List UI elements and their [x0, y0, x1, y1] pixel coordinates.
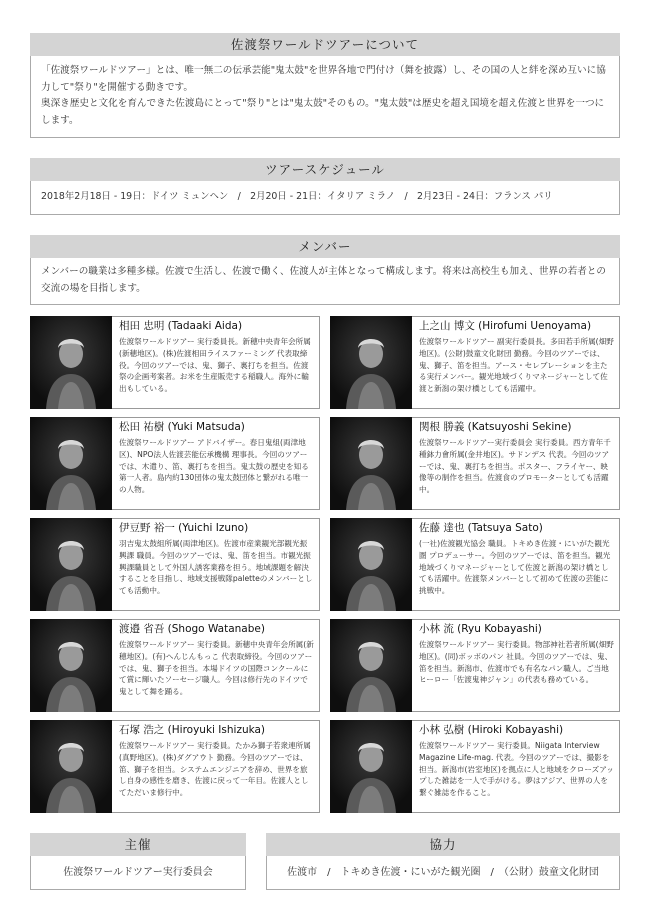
member-bio: 羽吉鬼太鼓組所属(両津地区)。佐渡市産業観光部観光振興課 職員。今回のツアーでは、鬼、笛を担当。市観光振興課職員として外国人誘客業務を担う。地域課題を解決することを目指し、地域支援戦隊paletteのメンバーとしても活動中。: [119, 539, 313, 596]
member-card: [30, 316, 320, 409]
members-intro: メンバーの職業は多種多様。佐渡で生活し、佐渡で働く、佐渡人が主体となって構成します。将来は高校生も加え、世界の若者との交流の場を目指します。: [41, 266, 606, 294]
member-photo: [330, 417, 412, 510]
about-body: [30, 56, 620, 138]
member-bio: 佐渡祭ワールドツアー 副実行委員長。多田若手所属(畑野地区)。(公財)鼓童文化財団 勤務。今回のツアーでは、鬼、獅子、笛を担当。アース・セレブレーションを主たる実行メンバー。観光地域づくりマネージャーとして佐渡と新潟の架け橋としても活躍中。: [419, 337, 614, 394]
member-bio: 佐渡祭ワールドツアー 実行委員。物部神社若者所属(畑野地区)。(同)ボッボのパン 社員。今回のツアーでは、鬼、笛を担当。新潟市、佐渡市でも有名なパン職人。ご当地ヒーロー「佐渡鬼神ジャン」の代表も務めている。: [419, 640, 614, 685]
member-card: [330, 619, 620, 712]
member-photo: [330, 316, 412, 409]
member-card: [330, 720, 620, 813]
member-name: 小林 弘樹 (Hiroki Kobayashi): [419, 724, 564, 736]
member-card: [30, 518, 320, 611]
organizer-body: 佐渡祭ワールドツアー実行委員会: [30, 856, 246, 890]
member-card: [330, 518, 620, 611]
about-heading: 佐渡祭ワールドツアーについて: [30, 33, 620, 56]
member-card: [30, 720, 320, 813]
member-card: [30, 619, 320, 712]
cooperation-heading: 協力: [266, 833, 620, 856]
about-paragraph-2: 奥深き歴史と文化を育んできた佐渡島にとって"祭り"とは"鬼太鼓"そのもの。"鬼太鼓"は歴史を超え国境を超え佐渡と世界を一つにします。: [41, 98, 605, 126]
member-name: 相田 忠明 (Tadaaki Aida): [119, 320, 243, 332]
member-name: 小林 流 (Ryu Kobayashi): [419, 623, 542, 635]
member-info: [412, 518, 620, 611]
member-card: [330, 417, 620, 510]
member-photo: [330, 619, 412, 712]
member-card: [330, 316, 620, 409]
member-bio: (一社)佐渡観光協会 職員。トキめき佐渡・にいがた観光圏 プロデューサー。今回のツアーでは、笛を担当。観光地域づくりマネージャーとして佐渡と新潟の架け橋としても活躍中。佐渡祭メンバーとして初めて佐渡の芸能に挑戦中。: [419, 539, 611, 596]
member-photo: [30, 316, 112, 409]
member-photo: [30, 720, 112, 813]
member-info: [412, 316, 620, 409]
member-info: [112, 619, 320, 712]
member-name: 伊豆野 裕一 (Yuichi Izuno): [119, 522, 249, 534]
schedule-text: 2018年2月18日 - 19日：ドイツ ミュンヘン / 2月20日 - 21日：イタリア ミラノ / 2月23日 - 24日：フランス パリ: [41, 191, 553, 202]
schedule-heading: ツアースケジュール: [30, 158, 620, 181]
members-intro-body: [30, 258, 620, 305]
member-info: [112, 417, 320, 510]
member-bio: 佐渡祭ワールドツアー 実行委員。たかみ獅子若衆連所属(真野地区)。(株)ダグアウト 勤務。今回のツアーでは、笛、獅子を担当。システムエンジニアを辞め、世界を旅し自身の感性を磨き、佐渡に戻って一年目。佐渡人としてただいま修行中。: [119, 741, 311, 798]
member-bio: 佐渡祭ワールドツアー実行委員会 実行委員。西方青年千種鉢力會所属(金井地区)。サドンデス 代表。今回のツアーでは、鬼、裏打ちを担当。ポスター、フライヤー、映像等の制作を担当。佐渡食のプロモーターとしても活躍中。: [419, 438, 611, 495]
cooperation-body: 佐渡市 / トキめき佐渡・にいがた観光圏 / （公財）鼓童文化財団: [266, 856, 620, 890]
member-card: [30, 417, 320, 510]
member-name: 関根 勝義 (Katsuyoshi Sekine): [419, 421, 572, 433]
member-name: 上之山 博文 (Hirofumi Uenoyama): [419, 320, 592, 332]
organizer-heading: 主催: [30, 833, 246, 856]
member-info: [412, 720, 620, 813]
member-photo: [330, 518, 412, 611]
member-name: 佐藤 達也 (Tatsuya Sato): [419, 522, 543, 534]
member-photo: [30, 417, 112, 510]
about-paragraph-1: 「佐渡祭ワールドツアー」とは、唯一無二の伝承芸能"鬼太鼓"を世界各地で門付け（舞を披露）し、その国の人と絆を深め互いに協力して"祭り"を開催する動きです。: [41, 65, 606, 93]
member-info: [112, 720, 320, 813]
members-heading: メンバー: [30, 235, 620, 258]
member-info: [112, 518, 320, 611]
member-photo: [330, 720, 412, 813]
member-info: [412, 619, 620, 712]
member-photo: [30, 619, 112, 712]
member-name: 渡邉 省吾 (Shogo Watanabe): [119, 623, 265, 635]
member-bio: 佐渡祭ワールドツアー 実行委員長。新穂中央青年会所属(新穂地区)。(株)佐渡相田ライスファーミング 代表取締役。今回のツアーでは、鬼、獅子、裏打ちを担当。佐渡祭の企画考案者。お米を生産販売する稲職人。海外に輸出もしている。: [119, 337, 311, 394]
member-name: 松田 祐樹 (Yuki Matsuda): [119, 421, 245, 433]
member-info: [112, 316, 320, 409]
member-photo: [30, 518, 112, 611]
member-bio: 佐渡祭ワールドツアー アドバイザー。春日鬼組(両津地区)、NPO法人佐渡芸能伝承機構 理事長。今回のツアーでは、木遣り、笛、裏打ちを担当。鬼太鼓の歴史を知る第一人者。島内約130団体の鬼太鼓団体と繋がれる唯一の人物。: [119, 438, 309, 495]
member-bio: 佐渡祭ワールドツアー 実行委員。新穂中央青年会所属(新穂地区)。(有)へんじんもっこ 代表取締役。今回のツアーでは、鬼、獅子を担当。本場ドイツの国際コンクールにて賞に輝いたソーセージ職人。今回は修行先のドイツで鬼として舞を踊る。: [119, 640, 314, 697]
member-info: [412, 417, 620, 510]
member-bio: 佐渡祭ワールドツアー 実行委員。Niigata Interview Magazine Life-mag. 代表。今回のツアーでは、撮影を担当。新潟市(岩室地区)を拠点に人と地域をクローズアップした雑誌を一人で手がける。夢はアジア、世界の人を繋ぐ雑誌を作ること。: [419, 741, 614, 798]
member-name: 石塚 浩之 (Hiroyuki Ishizuka): [119, 724, 266, 736]
schedule-body: [30, 181, 620, 215]
